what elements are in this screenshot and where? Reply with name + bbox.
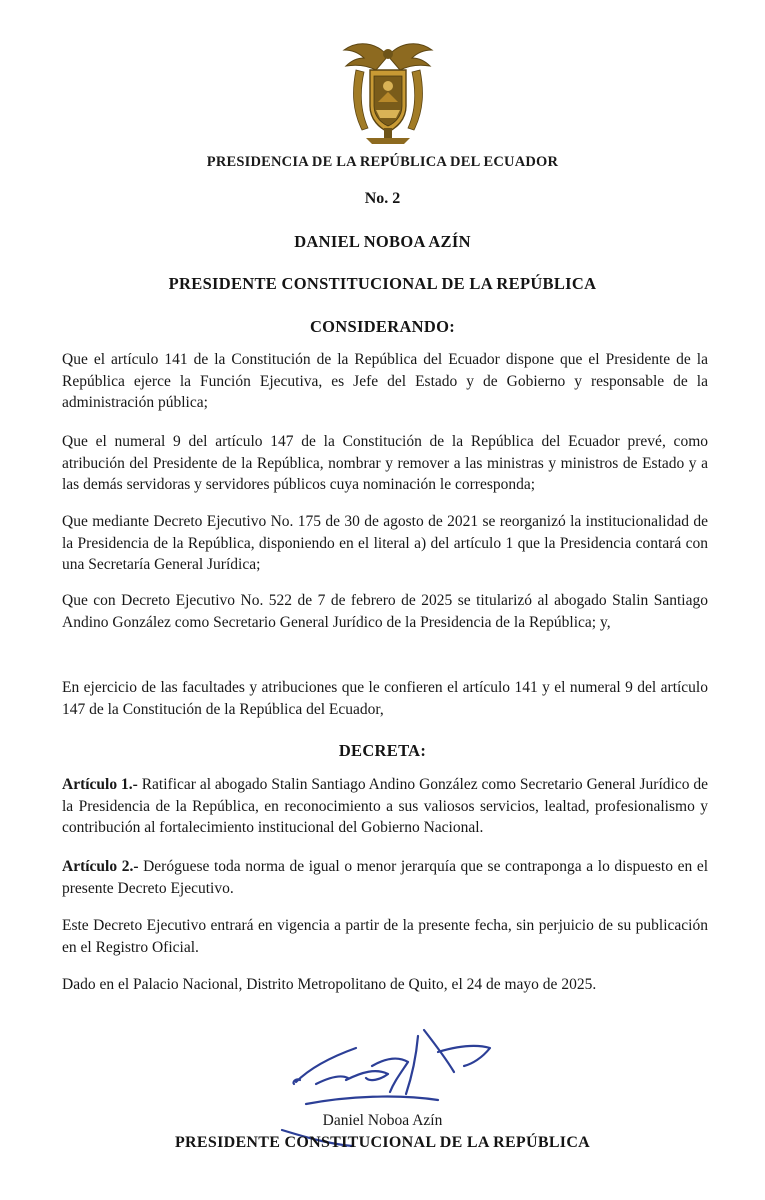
institution-header: PRESIDENCIA DE LA REPÚBLICA DEL ECUADOR bbox=[206, 154, 559, 170]
article-2 bbox=[62, 856, 708, 899]
considerando-paragraph-2: Que el numeral 9 del artículo 147 de la Constitución de la República del Ecuador prevé, como atribución del Presidente de la República, nombrar y remover a las ministras y ministros de Estado y a las demás servidoras y servidores públicos cuya nominación le corresponda; bbox=[62, 433, 708, 493]
president-title: PRESIDENTE CONSTITUCIONAL DE LA REPÚBLICA bbox=[168, 274, 597, 293]
coat-of-arms-seal bbox=[338, 36, 438, 148]
considerando-heading: CONSIDERANDO: bbox=[309, 317, 456, 336]
considerando-paragraph-5: En ejercicio de las facultades y atribuciones que le confieren el artículo 141 y el numeral 9 del artículo 147 de la Constitución de la República del Ecuador, bbox=[62, 679, 708, 718]
signatory-title: PRESIDENTE CONSTITUCIONAL DE LA REPÚBLICA bbox=[174, 1134, 591, 1151]
article-1-text: Ratificar al abogado Stalin Santiago Andino González como Secretario General Jurídico de la Presidencia de la República, en reconocimiento a sus valiosos servicios, lealtad, profesionalismo y contribución al fortalecimiento institucional del Gobierno Nacional. bbox=[62, 776, 708, 836]
considerando-paragraph-1: Que el artículo 141 de la Constitución de la República del Ecuador dispone que el Presidente de la República ejerce la Función Ejecutiva, es Jefe del Estado y de Gobierno y responsable de la administración pública; bbox=[62, 351, 708, 411]
considerando-paragraph-4: Que con Decreto Ejecutivo No. 522 de 7 de febrero de 2025 se titularizó al abogado Stalin Santiago Andino González como Secretario General Jurídico de la Presidencia de la República; y, bbox=[62, 592, 708, 631]
decreta-heading: DECRETA: bbox=[338, 741, 427, 760]
article-2-text: Deróguese toda norma de igual o menor jerarquía que se contraponga a lo dispuesto en el presente Decreto Ejecutivo. bbox=[62, 858, 709, 897]
article-1 bbox=[62, 774, 708, 839]
considerando-paragraph-3: Que mediante Decreto Ejecutivo No. 175 de 30 de agosto de 2021 se reorganizó la institucionalidad de la Presidencia de la República, disponiendo en el literal a) del artículo 1 que la Presidencia contará con una Secretaría General Jurídica; bbox=[62, 513, 708, 573]
signatory-name: Daniel Noboa Azín bbox=[322, 1112, 443, 1129]
president-name: DANIEL NOBOA AZÍN bbox=[294, 232, 471, 251]
closing-paragraph-vigencia: Este Decreto Ejecutivo entrará en vigencia a partir de la presente fecha, sin perjuicio de su publicación en el Registro Oficial. bbox=[62, 917, 708, 956]
closing-paragraph-dado: Dado en el Palacio Nacional, Distrito Metropolitano de Quito, el 24 de mayo de 2025. bbox=[62, 976, 597, 993]
article-2-label: Artículo 2.- bbox=[62, 858, 139, 875]
article-1-label: Artículo 1.- bbox=[62, 776, 138, 793]
decree-number: No. 2 bbox=[364, 190, 401, 207]
